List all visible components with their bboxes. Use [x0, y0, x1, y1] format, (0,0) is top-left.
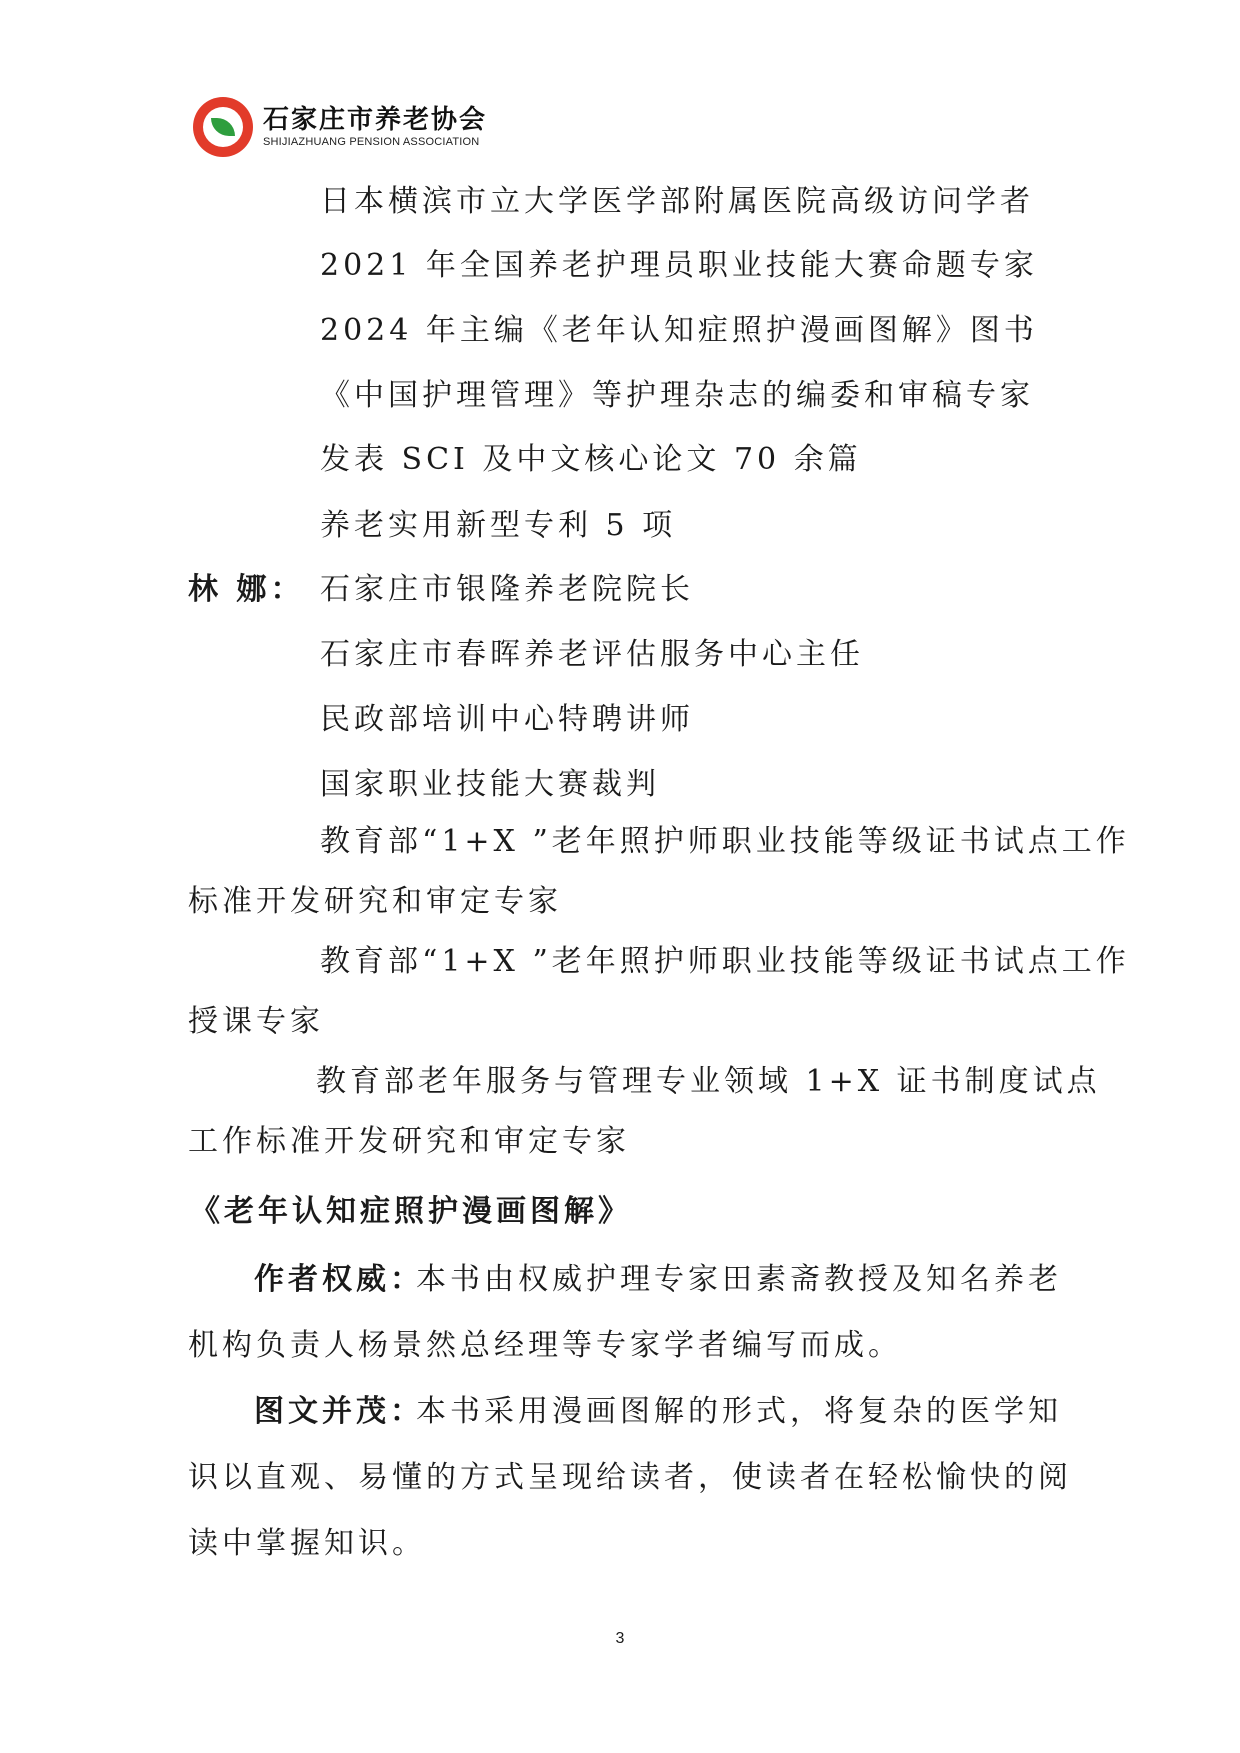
- association-logo: [193, 97, 253, 157]
- authority-text: 机构负责人杨景然总经理等专家学者编写而成。: [188, 1328, 902, 1363]
- book-title: 《老年认知症照护漫画图解》: [190, 1194, 632, 1229]
- credential-line: 养老实用新型专利 5 项: [320, 508, 677, 543]
- org-name-cn: 石家庄市养老协会: [263, 105, 488, 135]
- authority-label: 作者权威：: [254, 1262, 424, 1297]
- role-paragraph-line: 授课专家: [188, 1004, 324, 1039]
- person-role: 民政部培训中心特聘讲师: [320, 702, 694, 737]
- role-paragraph-line: 教育部“1+X ”老年照护师职业技能等级证书试点工作: [320, 944, 1130, 979]
- illustrated-label: 图文并茂：: [254, 1394, 424, 1429]
- header: [193, 92, 487, 162]
- illustrated-text: 读中掌握知识。: [188, 1526, 426, 1561]
- page-number: 3: [615, 1630, 625, 1647]
- credential-line: 日本横滨市立大学医学部附属医院高级访问学者: [320, 184, 1034, 219]
- role-paragraph-line: 标准开发研究和审定专家: [188, 884, 562, 919]
- credential-line: 2021 年全国养老护理员职业技能大赛命题专家: [320, 248, 1038, 283]
- credential-line: 《中国护理管理》等护理杂志的编委和审稿专家: [320, 378, 1034, 413]
- person-role: 国家职业技能大赛裁判: [320, 767, 660, 802]
- org-name: [263, 105, 487, 149]
- org-name-en: SHIJIAZHUANG PENSION ASSOCIATION: [263, 136, 480, 148]
- illustrated-text: 识以直观、易懂的方式呈现给读者，使读者在轻松愉快的阅: [188, 1460, 1072, 1495]
- role-paragraph-line: 教育部老年服务与管理专业领域 1+X 证书制度试点: [316, 1064, 1101, 1099]
- person-role: 石家庄市春晖养老评估服务中心主任: [320, 637, 864, 672]
- role-paragraph-line: 工作标准开发研究和审定专家: [188, 1124, 630, 1159]
- authority-text: 本书由权威护理专家田素斋教授及知名养老: [416, 1262, 1062, 1297]
- credential-line: 发表 SCI 及中文核心论文 70 余篇: [320, 442, 862, 477]
- credential-line: 2024 年主编《老年认知症照护漫画图解》图书: [320, 313, 1038, 348]
- role-paragraph-line: 教育部“1+X ”老年照护师职业技能等级证书试点工作: [320, 824, 1130, 859]
- person-name-lin-na: 林 娜：: [188, 572, 305, 607]
- illustrated-text: 本书采用漫画图解的形式，将复杂的医学知: [416, 1394, 1062, 1429]
- person-title: 石家庄市银隆养老院院长: [320, 572, 694, 607]
